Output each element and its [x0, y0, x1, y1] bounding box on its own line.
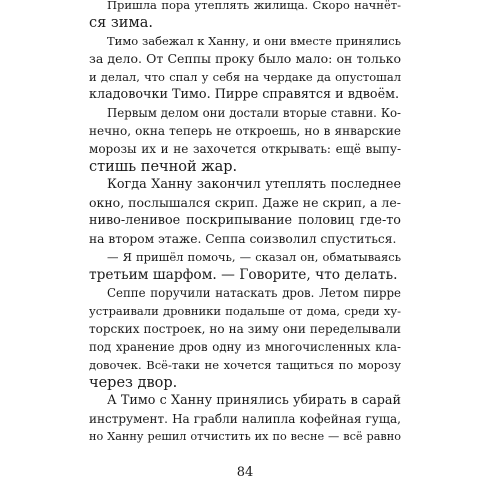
text-line: ся зима.: [89, 15, 153, 31]
text-line: Когда Ханну закончил утеплять последнее: [107, 177, 401, 192]
text-line: окно, послышался скрип. Даже не скрип, а ле-: [89, 195, 401, 210]
text-line: Сеппе поручили натаскать дров. Летом пирре: [107, 286, 401, 300]
text-line: ниво-ленивое поскрипывание половиц где-то: [89, 213, 401, 228]
text-line: А Тимо с Ханну принялись убирать в сарай: [107, 393, 401, 408]
text-line: морозы их и не захочется открывать: ещё выпу-: [89, 142, 401, 156]
text-line: кладовочки Тимо. Пирре справятся и вдвоём.: [89, 87, 400, 102]
text-line: но Ханну решил отчистить их по весне — всё равно: [89, 430, 401, 443]
text-line: за дело. От Сеппы проку было мало: он только: [89, 51, 401, 66]
text-line: устраивали дровники подальше от дома, среди ху-: [89, 304, 401, 318]
text-line: Пришла пора утеплять жилища. Скоро начнёт-: [107, 0, 401, 12]
text-line: торских построек, но на зиму они переделывали: [89, 322, 401, 336]
page-number: 84: [236, 465, 254, 480]
text-line: довочек. Всё-таки не хочется тащиться по морозу: [89, 358, 401, 372]
text-line: стишь печной жар.: [89, 159, 238, 175]
text-line: — Я пришёл помочь, — сказал он, обматываясь: [107, 250, 401, 264]
text-line: нечно, окна теперь не откроешь, но в январские: [89, 124, 401, 138]
text-line: Тимо забежал к Ханну, и они вместе принялись: [107, 34, 401, 48]
book-page: [89, 0, 401, 500]
text-line: Первым делом они достали вторые ставни. Ко-: [107, 106, 401, 120]
text-line: и делал, что спал у себя на чердаке да опустошал: [89, 70, 401, 84]
text-line: третьим шарфом. — Говорите, что делать.: [89, 267, 398, 283]
text-line: под хранение дров одну из многочисленных кла-: [89, 340, 401, 354]
text-line: на втором этаже. Сеппа соизволил спуститься.: [89, 232, 397, 246]
text-line: через двор.: [89, 375, 178, 391]
text-line: инструмент. На грабли налипла кофейная гуща,: [89, 412, 401, 426]
